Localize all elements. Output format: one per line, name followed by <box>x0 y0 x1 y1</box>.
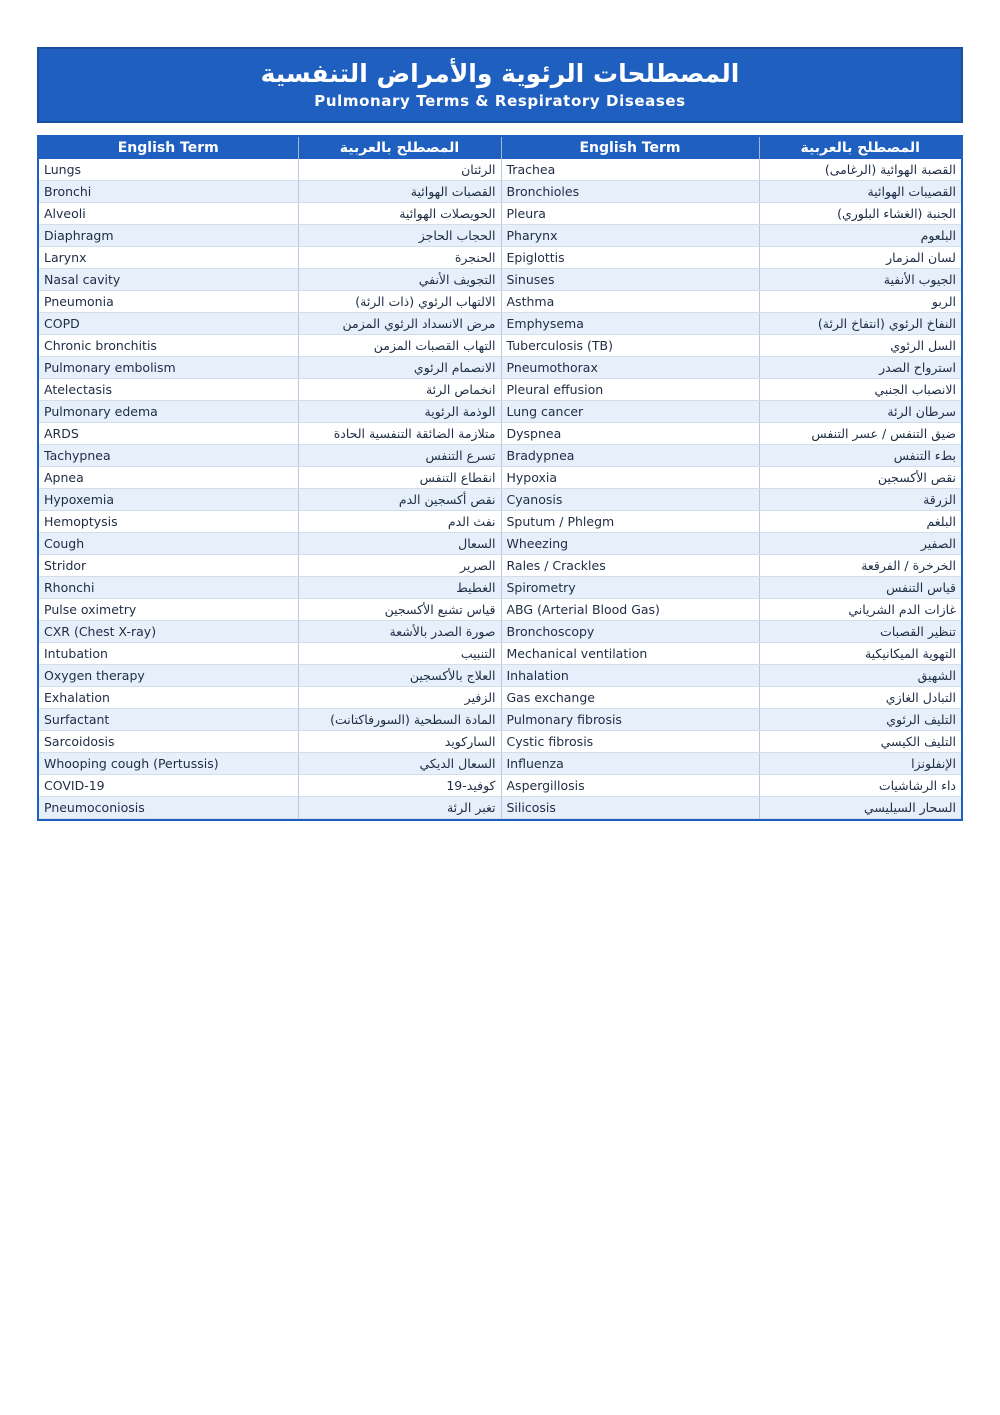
arabic-term-cell: تسرع التنفس <box>298 445 501 467</box>
arabic-term-cell: الانصباب الجنبي <box>759 379 961 401</box>
table-row <box>39 467 961 489</box>
english-term-cell: Epiglottis <box>501 247 759 269</box>
table-row <box>39 357 961 379</box>
table-row <box>39 335 961 357</box>
arabic-term-cell: تغبر الرئة <box>298 797 501 819</box>
english-term-cell: Alveoli <box>39 203 298 225</box>
english-term-cell: Surfactant <box>39 709 298 731</box>
table-row <box>39 225 961 247</box>
arabic-term-cell: التبادل الغازي <box>759 687 961 709</box>
column-header-arabic-2: المصطلح بالعربية <box>759 137 961 159</box>
arabic-term-cell: انخماص الرئة <box>298 379 501 401</box>
english-term-cell: COPD <box>39 313 298 335</box>
english-term-cell: Aspergillosis <box>501 775 759 797</box>
arabic-term-cell: سرطان الرئة <box>759 401 961 423</box>
page-title-english: Pulmonary Terms & Respiratory Diseases <box>314 92 686 110</box>
table-row <box>39 511 961 533</box>
arabic-term-cell: السل الرئوي <box>759 335 961 357</box>
english-term-cell: CXR (Chest X-ray) <box>39 621 298 643</box>
column-header-english-2: English Term <box>501 137 759 159</box>
table-row <box>39 445 961 467</box>
english-term-cell: Asthma <box>501 291 759 313</box>
english-term-cell: Apnea <box>39 467 298 489</box>
english-term-cell: Chronic bronchitis <box>39 335 298 357</box>
arabic-term-cell: الحويصلات الهوائية <box>298 203 501 225</box>
english-term-cell: Pulse oximetry <box>39 599 298 621</box>
arabic-term-cell: الوذمة الرئوية <box>298 401 501 423</box>
arabic-term-cell: التليف الكيسي <box>759 731 961 753</box>
english-term-cell: Diaphragm <box>39 225 298 247</box>
arabic-term-cell: التليف الرئوي <box>759 709 961 731</box>
english-term-cell: Bradypnea <box>501 445 759 467</box>
english-term-cell: Pulmonary fibrosis <box>501 709 759 731</box>
arabic-term-cell: الغطيط <box>298 577 501 599</box>
arabic-term-cell: الرئتان <box>298 159 501 181</box>
arabic-term-cell: العلاج بالأكسجين <box>298 665 501 687</box>
english-term-cell: Hypoxemia <box>39 489 298 511</box>
english-term-cell: Sputum / Phlegm <box>501 511 759 533</box>
english-term-cell: Rhonchi <box>39 577 298 599</box>
english-term-cell: Mechanical ventilation <box>501 643 759 665</box>
english-term-cell: Cyanosis <box>501 489 759 511</box>
arabic-term-cell: متلازمة الضائقة التنفسية الحادة <box>298 423 501 445</box>
english-term-cell: Wheezing <box>501 533 759 555</box>
arabic-term-cell: المادة السطحية (السورفاكتانت) <box>298 709 501 731</box>
table-row <box>39 555 961 577</box>
arabic-term-cell: كوفيد-19 <box>298 775 501 797</box>
english-term-cell: Lung cancer <box>501 401 759 423</box>
english-term-cell: Whooping cough (Pertussis) <box>39 753 298 775</box>
table-header-row <box>39 137 961 159</box>
english-term-cell: Tachypnea <box>39 445 298 467</box>
arabic-term-cell: بطء التنفس <box>759 445 961 467</box>
english-term-cell: Nasal cavity <box>39 269 298 291</box>
table-row <box>39 159 961 181</box>
table-row <box>39 643 961 665</box>
arabic-term-cell: ضيق التنفس / عسر التنفس <box>759 423 961 445</box>
english-term-cell: Trachea <box>501 159 759 181</box>
arabic-term-cell: الربو <box>759 291 961 313</box>
english-term-cell: Emphysema <box>501 313 759 335</box>
english-term-cell: Influenza <box>501 753 759 775</box>
arabic-term-cell: التجويف الأنفي <box>298 269 501 291</box>
arabic-term-cell: الحجاب الحاجز <box>298 225 501 247</box>
column-header-english-1: English Term <box>39 137 298 159</box>
arabic-term-cell: السعال الديكي <box>298 753 501 775</box>
arabic-term-cell: نقص الأكسجين <box>759 467 961 489</box>
table-row <box>39 797 961 819</box>
table-row <box>39 401 961 423</box>
english-term-cell: Spirometry <box>501 577 759 599</box>
arabic-term-cell: قياس التنفس <box>759 577 961 599</box>
arabic-term-cell: قياس تشبع الأكسجين <box>298 599 501 621</box>
arabic-term-cell: الشهيق <box>759 665 961 687</box>
english-term-cell: Sinuses <box>501 269 759 291</box>
english-term-cell: ABG (Arterial Blood Gas) <box>501 599 759 621</box>
table-row <box>39 577 961 599</box>
column-header-arabic-1: المصطلح بالعربية <box>298 137 501 159</box>
english-term-cell: Stridor <box>39 555 298 577</box>
table-row <box>39 621 961 643</box>
arabic-term-cell: الالتهاب الرئوي (ذات الرئة) <box>298 291 501 313</box>
arabic-term-cell: الجنبة (الغشاء البلوري) <box>759 203 961 225</box>
arabic-term-cell: نفث الدم <box>298 511 501 533</box>
english-term-cell: Pharynx <box>501 225 759 247</box>
arabic-term-cell: داء الرشاشيات <box>759 775 961 797</box>
table-row <box>39 291 961 313</box>
arabic-term-cell: التهوية الميكانيكية <box>759 643 961 665</box>
arabic-term-cell: لسان المزمار <box>759 247 961 269</box>
arabic-term-cell: الصفير <box>759 533 961 555</box>
english-term-cell: Intubation <box>39 643 298 665</box>
table-row <box>39 775 961 797</box>
arabic-term-cell: الإنفلونزا <box>759 753 961 775</box>
english-term-cell: Silicosis <box>501 797 759 819</box>
table-row <box>39 181 961 203</box>
arabic-term-cell: نقص أكسجين الدم <box>298 489 501 511</box>
table-row <box>39 423 961 445</box>
arabic-term-cell: صورة الصدر بالأشعة <box>298 621 501 643</box>
table-row <box>39 731 961 753</box>
arabic-term-cell: تنظير القصبات <box>759 621 961 643</box>
arabic-term-cell: القصيبات الهوائية <box>759 181 961 203</box>
arabic-term-cell: الزرقة <box>759 489 961 511</box>
table-row <box>39 665 961 687</box>
arabic-term-cell: السحار السيليسي <box>759 797 961 819</box>
english-term-cell: Pulmonary edema <box>39 401 298 423</box>
arabic-term-cell: مرض الانسداد الرئوي المزمن <box>298 313 501 335</box>
table-row <box>39 489 961 511</box>
english-term-cell: Inhalation <box>501 665 759 687</box>
arabic-term-cell: البلعوم <box>759 225 961 247</box>
english-term-cell: Pneumothorax <box>501 357 759 379</box>
english-term-cell: Dyspnea <box>501 423 759 445</box>
english-term-cell: Pneumonia <box>39 291 298 313</box>
english-term-cell: Gas exchange <box>501 687 759 709</box>
table-row <box>39 269 961 291</box>
arabic-term-cell: الساركويد <box>298 731 501 753</box>
arabic-term-cell: الصرير <box>298 555 501 577</box>
english-term-cell: Lungs <box>39 159 298 181</box>
table-row <box>39 709 961 731</box>
page-title-arabic: المصطلحات الرئوية والأمراض التنفسية <box>260 59 740 88</box>
english-term-cell: Exhalation <box>39 687 298 709</box>
english-term-cell: Cough <box>39 533 298 555</box>
arabic-term-cell: النفاخ الرئوي (انتفاخ الرئة) <box>759 313 961 335</box>
english-term-cell: Pneumoconiosis <box>39 797 298 819</box>
english-term-cell: Larynx <box>39 247 298 269</box>
english-term-cell: Bronchoscopy <box>501 621 759 643</box>
english-term-cell: Tuberculosis (TB) <box>501 335 759 357</box>
arabic-term-cell: البلغم <box>759 511 961 533</box>
arabic-term-cell: الحنجرة <box>298 247 501 269</box>
table-row <box>39 599 961 621</box>
arabic-term-cell: انقطاع التنفس <box>298 467 501 489</box>
english-term-cell: Atelectasis <box>39 379 298 401</box>
arabic-term-cell: القصبات الهوائية <box>298 181 501 203</box>
table-row <box>39 247 961 269</box>
table-row <box>39 687 961 709</box>
arabic-term-cell: التهاب القصبات المزمن <box>298 335 501 357</box>
table-row <box>39 533 961 555</box>
english-term-cell: Bronchi <box>39 181 298 203</box>
english-term-cell: Cystic fibrosis <box>501 731 759 753</box>
table-row <box>39 203 961 225</box>
english-term-cell: Oxygen therapy <box>39 665 298 687</box>
english-term-cell: Hypoxia <box>501 467 759 489</box>
table-row <box>39 379 961 401</box>
english-term-cell: Pulmonary embolism <box>39 357 298 379</box>
english-term-cell: Rales / Crackles <box>501 555 759 577</box>
english-term-cell: COVID-19 <box>39 775 298 797</box>
arabic-term-cell: الزفير <box>298 687 501 709</box>
english-term-cell: Pleural effusion <box>501 379 759 401</box>
arabic-term-cell: التنبيب <box>298 643 501 665</box>
english-term-cell: Hemoptysis <box>39 511 298 533</box>
terms-table <box>37 135 963 821</box>
arabic-term-cell: القصبة الهوائية (الرغامى) <box>759 159 961 181</box>
title-banner <box>37 47 963 123</box>
table-row <box>39 313 961 335</box>
arabic-term-cell: الانصمام الرئوي <box>298 357 501 379</box>
arabic-term-cell: الجيوب الأنفية <box>759 269 961 291</box>
arabic-term-cell: السعال <box>298 533 501 555</box>
arabic-term-cell: استرواح الصدر <box>759 357 961 379</box>
english-term-cell: ARDS <box>39 423 298 445</box>
arabic-term-cell: الخرخرة / الفرقعة <box>759 555 961 577</box>
table-row <box>39 753 961 775</box>
arabic-term-cell: غازات الدم الشرياني <box>759 599 961 621</box>
english-term-cell: Bronchioles <box>501 181 759 203</box>
english-term-cell: Pleura <box>501 203 759 225</box>
english-term-cell: Sarcoidosis <box>39 731 298 753</box>
